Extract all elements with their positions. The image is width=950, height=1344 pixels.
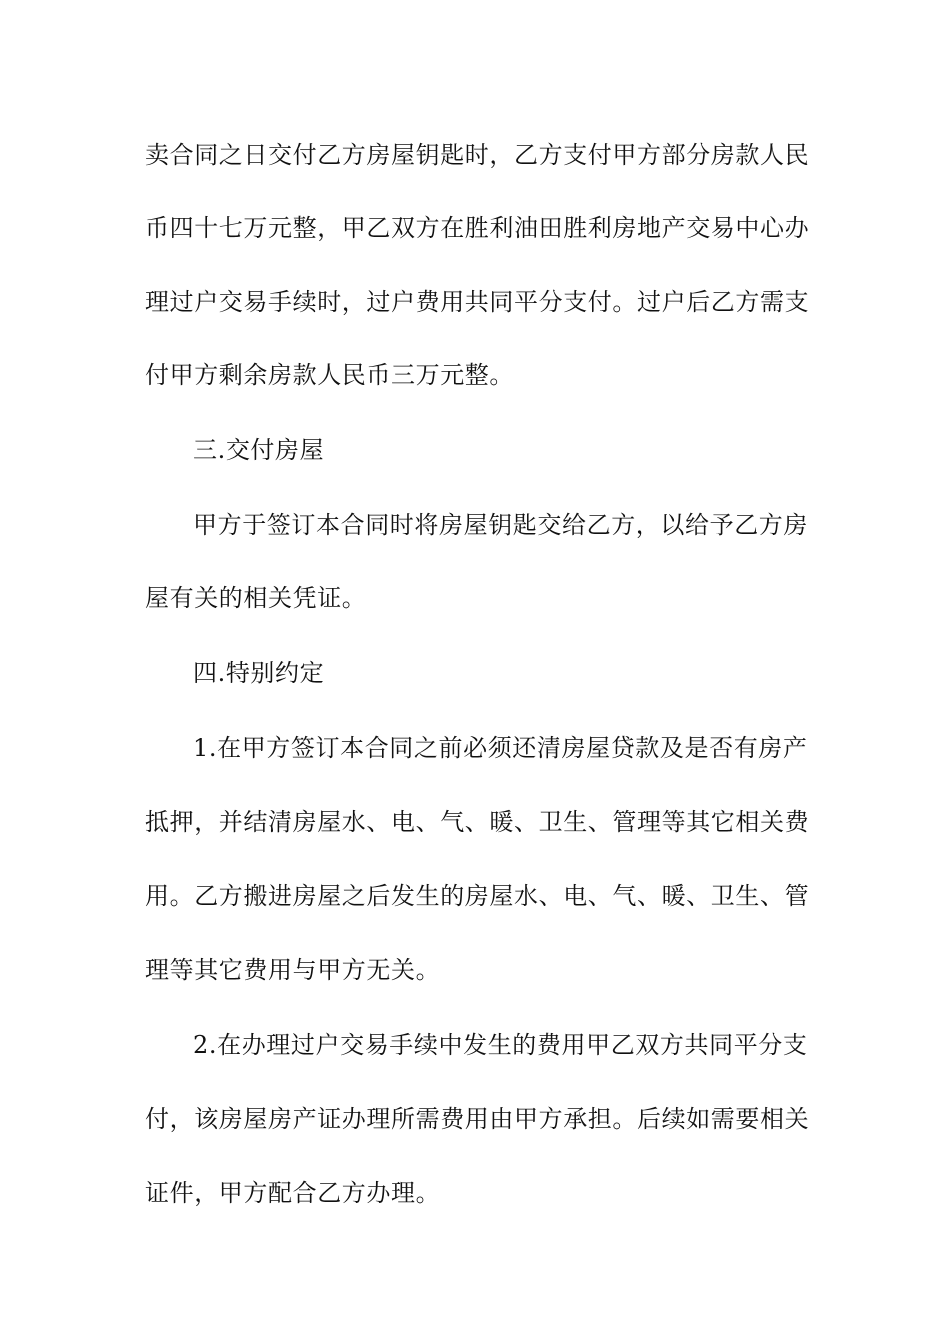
text-line: 币四十七万元整，甲乙双方在胜利油田胜利房地产交易中心办 xyxy=(145,214,810,242)
text-line: 卖合同之日交付乙方房屋钥匙时，乙方支付甲方部分房款人民 xyxy=(145,141,810,169)
text-line: 理过户交易手续时，过户费用共同平分支付。过户后乙方需支 xyxy=(145,288,810,316)
section-heading: 四.特别约定 xyxy=(193,659,325,687)
section-heading: 三.交付房屋 xyxy=(193,436,325,464)
text-line: 抵押，并结清房屋水、电、气、暖、卫生、管理等其它相关费 xyxy=(145,808,810,836)
text-line: 甲方于签订本合同时将房屋钥匙交给乙方，以给予乙方房 xyxy=(193,511,808,539)
text-line: 理等其它费用与甲方无关。 xyxy=(145,956,441,984)
text-line: 付，该房屋房产证办理所需费用由甲方承担。后续如需要相关 xyxy=(145,1105,810,1133)
text-line: 1.在甲方签订本合同之前必须还清房屋贷款及是否有房产 xyxy=(193,734,808,762)
text-line: 付甲方剩余房款人民币三万元整。 xyxy=(145,361,514,389)
text-line: 屋有关的相关凭证。 xyxy=(145,584,367,612)
text-line: 用。乙方搬进房屋之后发生的房屋水、电、气、暖、卫生、管 xyxy=(145,882,810,910)
text-line: 证件，甲方配合乙方办理。 xyxy=(145,1179,441,1207)
text-line: 2.在办理过户交易手续中发生的费用甲乙双方共同平分支 xyxy=(193,1031,808,1059)
